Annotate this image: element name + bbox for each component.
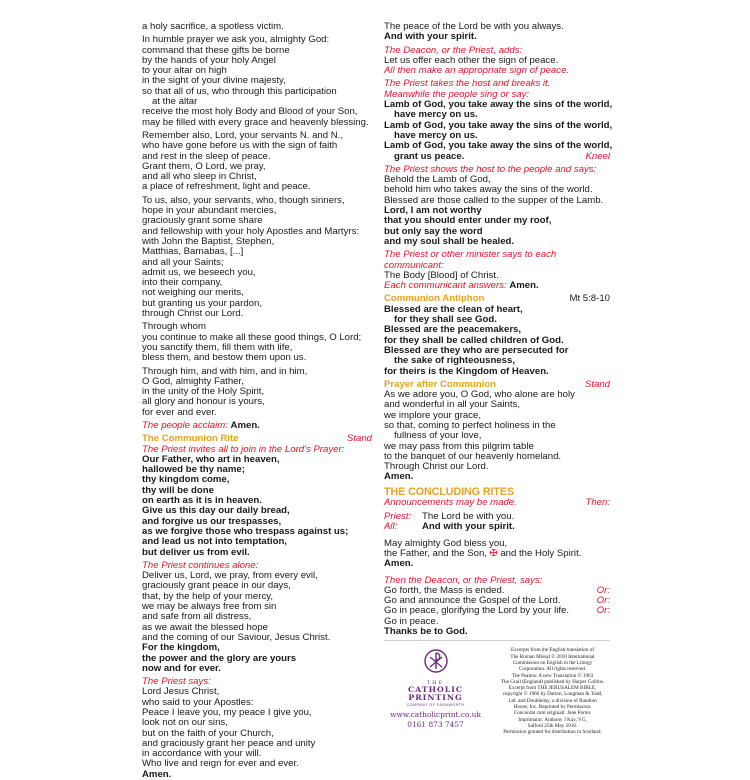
lamb-line: Lamb of God, you take away the sins of the world, [384,140,613,152]
text-line: In humble prayer we ask you, almighty God: [142,34,330,46]
continues-rubric: The Priest continues alone: [142,559,259,571]
text-line: The Grail (England) published by Harper Collins. [500,678,605,685]
remember-prayer [142,131,372,193]
text-line: The Roman Missal © 2010 International [510,653,595,660]
priest-label: Priest: [384,511,412,523]
text-line: but only say the word [384,225,483,237]
invites-rubric: The Priest invites all to join in the Lord's Prayer: [142,443,345,455]
text-line: Grant them, O Lord, we pray, [142,160,266,172]
text-line: receive the most holy Body and Blood of your Son, [142,106,358,118]
brand-the: THE [426,679,445,686]
text-line: a holy sacrifice, a spotless victim. [142,21,284,32]
text-line: For the kingdom, [142,642,220,654]
text-line: and graciously grant her peace and unity [142,737,316,749]
cross-icon: ✠ [489,547,498,559]
acclaim-rubric: The people acclaim: [142,419,228,431]
text-line: Through Christ our Lord. [384,461,489,473]
communicant-answer [384,281,610,291]
text-line: Our Father, who art in heaven, [142,453,280,465]
text-line: Salford 25th May 2016. [527,722,578,729]
text-line: admit us, we beseech you, [142,266,256,278]
text-line: Deliver us, Lord, we pray, from every evil, [142,570,318,582]
text-line: graciously grant some share [142,215,263,227]
last-dismissal: Go in peace. [384,615,439,627]
text-line: in the unity of the Holy Spirit, [142,386,265,398]
text-line: hallowed be thy name; [142,464,245,476]
blessing-trinity [384,549,610,559]
text-line: and forgive us our trespasses, [142,515,282,527]
deacon-adds-rubric: The Deacon, or the Priest, adds: [384,44,523,56]
antiphon-reference: Mt 5:8-10 [569,293,610,305]
final-amen: Amen. [142,768,172,780]
acclamation [142,421,372,431]
text-line: we may be always free from sin [142,601,277,613]
text-line: as we forgive those who trespass against us; [142,525,349,537]
text-line: to the banquet of our heavenly homeland. [384,450,562,462]
through-whom-prayer [142,322,372,363]
grant-peace-text: grant us peace. [394,150,465,162]
meanwhile-rubric: Meanwhile the people sing or say: [384,88,530,100]
text-line: and rest in the sleep of peace. [142,150,271,162]
text-line: O God, almighty Father, [142,375,244,387]
text-line: in the sight of your divine majesty, [142,75,286,87]
doxology [142,367,372,418]
after-communion-amen: Amen. [384,471,414,483]
text-line: Blessed are those called to the supper of the Lamb. [384,194,604,206]
sacrifice-text [142,22,372,32]
humble-prayer [142,35,372,128]
kingdom-response [142,643,372,674]
thanks-response: Thanks be to God. [384,626,468,638]
text-line: and fellowship with your holy Apostles and Martyrs: [142,225,360,237]
after-communion-title: Prayer after Communion [384,378,496,390]
text-line: graciously grant peace in our days, [142,580,291,592]
website-link[interactable]: www.catholicprint.co.uk [390,709,481,719]
communicant-amen: Amen. [509,280,539,292]
dismissal-list [384,586,610,617]
blessing-line: May almighty God bless you, [384,537,508,549]
text-line: Through him, and with him, and in him, [142,365,308,377]
text-line: communicant: [384,259,444,271]
text-line: look not on our sins, [142,717,228,729]
text-line: bless them, and bestow them upon us. [142,352,307,364]
beatitude-line: for theirs is the Kingdom of Heaven. [384,365,549,377]
text-line: but on the faith of your Church, [142,727,274,739]
text-line: the power and the glory are yours [142,652,297,664]
text-line: Permission granted for distribution in Scotland. [503,729,602,736]
beatitude-line: Blessed are the peacemakers, [384,324,522,336]
text-line: Excerpt from THE JERUSALEM BIBLE, [508,685,597,692]
text-line: Matthias, Barnabas, [...] [142,246,244,258]
beatitude-line: Blessed are the clean of heart, [384,303,523,315]
text-line: Commission on English in the Liturgy [512,659,593,666]
text-line: Remember also, Lord, your servants N. and N., [142,129,344,141]
peace-greeting: The peace of the Lord be with you always. [384,21,564,32]
text-line: As we adore you, O God, who alone are holy [384,389,575,401]
footer-divider [384,640,610,641]
right-column [384,21,613,736]
mercy-line: have mercy on us. [394,129,478,141]
announcements-rubric-row [384,498,610,508]
all-make-rubric: All then make an appropriate sign of peace. [384,65,570,77]
text-line: and safe from all distress, [142,611,252,623]
text-line: in accordance with your will. [142,748,262,760]
then-rubric: Then: [585,496,610,508]
stand-rubric: Stand [584,378,610,390]
breaks-rubric: The Priest takes the host and breaks it. [384,78,551,90]
body-of-christ: The Body [Blood] of Christ. [384,269,499,281]
text-line: but granting us your pardon, [142,297,263,309]
text-line: Through whom [142,321,206,333]
concluding-rites-heading: THE CONCLUDING RITES [384,485,515,498]
text-line: and the coming of our Saviour, Jesus Christ. [142,631,331,643]
text-line: Concordat cum originali: Jane Porter. [513,710,592,717]
sign-of-peace: Let us offer each other the sign of peace. [384,54,559,66]
stand-rubric: Stand [346,433,372,445]
text-line: as we await the blessed hope [142,621,268,633]
priest-greeting: The Lord be with you. [422,511,515,523]
or-rubric: Or: [596,595,610,607]
agnus-dei [384,99,613,162]
text-line: thy kingdom come, [142,474,230,486]
dismissal-text: Go and announce the Gospel of the Lord. [384,595,561,607]
text-line: who have gone before us with the sign of faith [142,140,338,152]
text-line: to your altar on high [142,65,227,77]
peace-prayer [142,687,372,769]
text-line: you continue to make all these good things, O Lord; [142,331,362,343]
all-response: And with your spirit. [422,521,515,533]
mercy-line: have mercy on us. [394,109,478,121]
text-line: so that all of us, who through this participation [142,85,337,97]
brand-subtitle: COMPANY OF FARNWORTH [406,702,465,707]
publisher-logo [384,647,487,735]
brand-line-2: PRINTING [408,693,463,703]
text-line: behold him who takes away the sins of the world. [384,184,593,196]
blessing-amen: Amen. [384,558,414,570]
behold-text [384,175,610,206]
text-line: copyright © 1966 by Darton, Longman & Todd, [502,691,603,698]
blessing-text-b: and the Holy Spirit. [500,547,582,559]
text-line: a place of refreshment, light and peace. [142,181,311,193]
lords-prayer [142,455,372,558]
indented-line: at the altar [152,96,198,108]
text-line: not weighing our merits, [142,287,244,299]
text-line: we implore your grace, [384,409,482,421]
or-rubric: Or: [596,605,610,617]
text-line: that, by the help of your mercy, [142,590,274,602]
kneel-rubric: Kneel [585,150,610,162]
text-line: on earth as it is in heaven. [142,495,262,507]
beatitude-line: for they shall see God. [394,314,497,326]
text-line: command that these gifts be borne [142,44,290,56]
footer [384,647,610,735]
text-line: by the hands of your holy Angel [142,54,276,66]
each-answers-rubric: Each communicant answers: [384,280,507,292]
text-line: may be filled with every grace and heavenly blessing. [142,116,369,128]
text-line: Corporation. All rights reserved. [518,666,587,673]
text-line: for ever and ever. [142,406,217,418]
brand-line-1: CATHOLIC [407,684,464,694]
text-line: Imprimatur: Anthony J Kay, VG, [518,716,587,723]
text-line: and all your Saints; [142,256,224,268]
text-line: hope in your abundant mercies, [142,205,277,217]
text-line: with John the Baptist, Stephen, [142,235,275,247]
text-line: but deliver us from evil. [142,546,250,558]
indented-line: fullness of your love, [394,430,482,442]
to-us-prayer [142,196,372,320]
grant-peace-line [384,152,610,162]
lamb-line: Lamb of God, you take away the sins of the world, [384,119,613,131]
dismissal-text: Go in peace, glorifying the Lord by your life. [384,605,570,617]
text-line: all glory and honour is yours, [142,396,265,408]
acclaim-amen: Amen. [230,419,260,431]
text-line: Ltd. and Doubleday, a division of Random [508,697,597,704]
phone-number: 0161 873 7457 [407,719,464,729]
beatitudes [384,305,610,377]
all-response-row [384,522,610,532]
text-line: so that, coming to perfect holiness in the [384,419,556,431]
communion-rite-title: The Communion Rite [142,433,239,445]
text-line: we may pass from this pilgrim table [384,440,534,452]
antiphon-title: Communion Antiphon [384,293,485,305]
text-line: The Priest or other minister says to each [384,249,557,261]
text-line: Lord Jesus Christ, [142,686,220,698]
text-line: you sanctify them, fill them with life, [142,341,293,353]
text-line: House, Inc. Reprinted by Permission. [513,704,592,710]
shows-host-rubric: The Priest shows the host to the people and says: [384,163,597,175]
announcements-rubric: Announcements may be made. [384,496,517,508]
chi-rho-logo-icon [424,649,448,673]
beatitude-line: for they shall be called children of God. [384,334,564,346]
text-line: and my soul shall be healed. [384,235,515,247]
text-line: Excerpts from the English translation of [510,647,595,654]
text-line: and all who sleep in Christ, [142,171,257,183]
text-line: into their company, [142,277,223,289]
text-line: now and for ever. [142,662,221,674]
text-line: Peace I leave you, my peace I give you, [142,707,312,718]
lamb-line: Lamb of God, you take away the sins of the world, [384,99,613,111]
beatitude-line: Blessed are they who are persecuted for [384,344,569,356]
text-line: thy will be done [142,484,214,496]
text-line: Who live and reign for ever and ever. [142,758,299,770]
text-line: and wonderful in all your Saints, [384,399,520,411]
after-communion-prayer [384,390,610,472]
text-line: Behold the Lamb of God, [384,174,491,186]
blessing-text-a: the Father, and the Son, [384,547,487,559]
all-label: All: [384,521,398,533]
copyright-credits [495,647,610,735]
left-column [142,22,372,780]
beatitude-line: the sake of righteousness, [394,355,516,367]
or-rubric: Or: [596,584,610,596]
minister-rubric [384,250,610,271]
dismissal-text: Go forth, the Mass is ended. [384,584,505,596]
text-line: that you should enter under my roof, [384,215,552,227]
text-line: and lead us not into temptation, [142,536,287,548]
not-worthy-response [384,206,610,247]
text-line: who said to your Apostles: [142,696,254,708]
text-line: The Psalms: A new Translation © 1963 [511,672,594,679]
dismissal-rubric: Then the Deacon, or the Priest, says: [384,574,543,586]
deliver-prayer [142,571,372,643]
priest-says-rubric: The Priest says: [142,676,211,688]
text-line: through Christ our Lord. [142,308,244,320]
peace-response: And with your spirit. [384,31,477,43]
text-line: Give us this day our daily bread, [142,505,290,517]
text-line: To us, also, your servants, who, though sinners, [142,194,345,206]
text-line: Lord, I am not worthy [384,205,482,217]
